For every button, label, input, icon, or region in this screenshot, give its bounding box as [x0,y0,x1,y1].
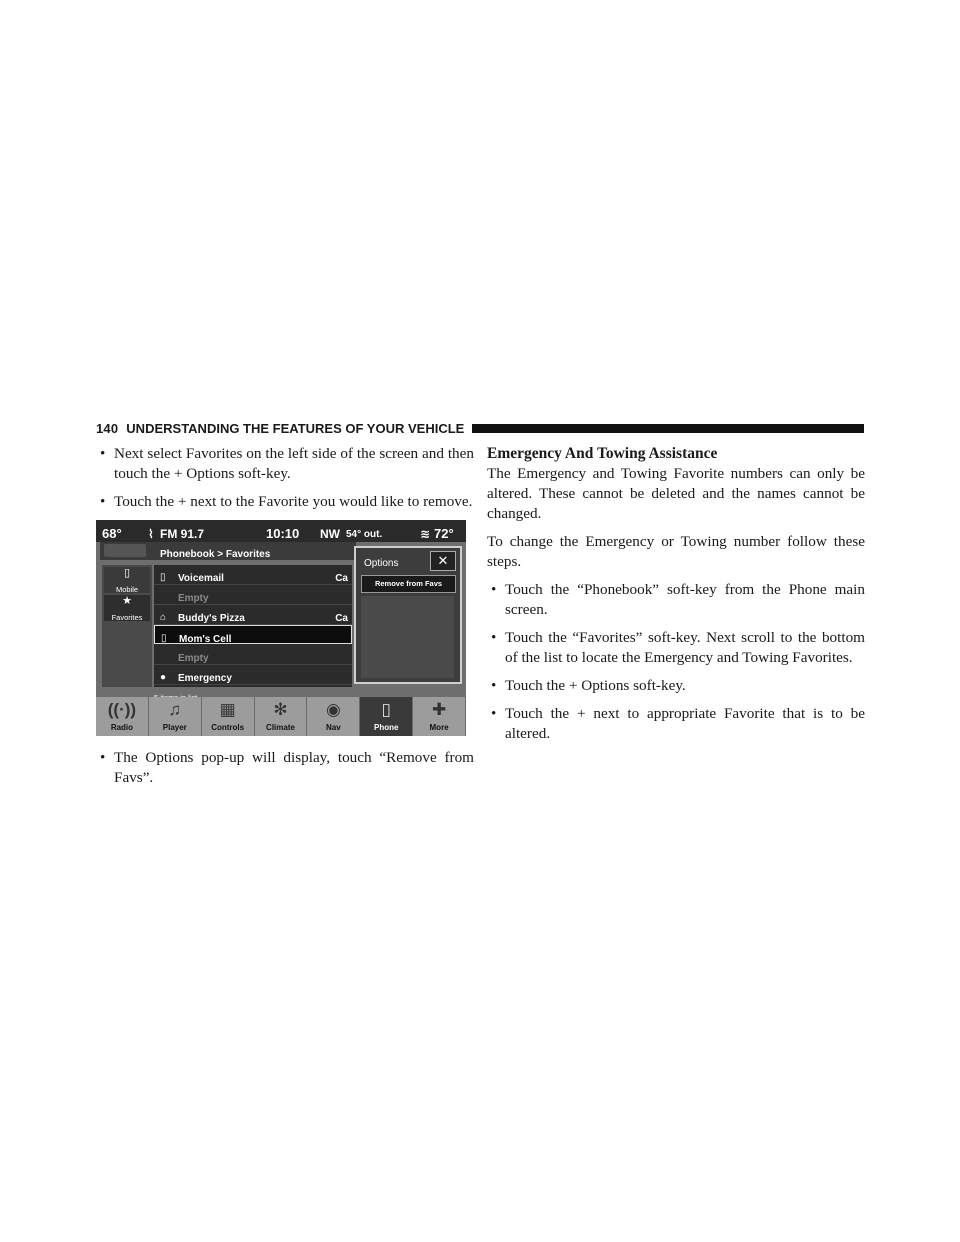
bullet-list-top [96,444,474,512]
breadcrumb-text: Phonebook > Favorites [160,549,271,560]
tab-mobile[interactable]: ▯ Mobile [104,567,150,593]
climate-icon: ✻ [273,700,288,719]
list-item-selected[interactable]: ▯ Mom's Cell [154,625,352,644]
temp-left: 68° [102,526,122,541]
popup-title: Options [364,558,399,569]
compass-heading: NW [320,527,340,541]
dock-controls-button[interactable]: ▦ Controls [202,697,255,736]
close-icon[interactable]: ✕ [430,551,456,571]
controls-icon: ▦ [219,700,236,719]
phone-icon: ▯ [381,700,391,719]
radio-icon: ⌇ [148,527,154,541]
list-item[interactable]: ▯ Voicemail Ca [154,565,352,585]
bullet-list-bottom [96,748,474,788]
dock-radio-button[interactable]: ((·)) Radio [96,697,149,736]
phone-screenshot [96,520,466,736]
mobile-phone-icon: ▯ [160,572,166,583]
list-item: • The Options pop-up will display, touch “Remove from Favs”. [100,749,474,786]
list-item[interactable]: ⌂ Buddy's Pizza Ca [154,605,352,625]
dock-climate-button[interactable]: ✻ Climate [255,697,308,736]
options-popup [354,546,462,684]
back-button[interactable] [104,544,146,557]
home-icon: ⌂ [160,612,167,623]
header-rule [472,424,864,433]
bullet-list-steps [487,580,865,744]
outside-temp: 54° out. [346,529,383,540]
list-item[interactable]: ● Emergency [154,665,352,685]
list-item: • Touch the + Options soft-key. [491,677,686,694]
side-tabs [102,565,152,687]
list-item: • Touch the + next to appropriate Favorite that is to be altered. [491,705,865,742]
plus-icon: ✚ [431,700,447,719]
player-icon: ♫ [168,700,182,719]
section-title: UNDERSTANDING THE FEATURES OF YOUR VEHICLE [126,420,465,436]
section-subheading: Emergency And Towing Assistance [487,445,718,462]
list-item: • Touch the “Phonebook” soft-key from the Phone main screen. [491,581,865,618]
list-item: • Touch the “Favorites” soft-key. Next scroll to the bottom of the list to locate the Emergency and Towing Favorites. [491,629,865,666]
star-icon: ★ [122,595,132,607]
dock-player-button[interactable]: ♫ Player [149,697,202,736]
seat-heat-icon: ≋ [420,527,431,541]
temp-right: 72° [434,526,454,541]
bottom-dock [96,697,466,736]
right-column [487,444,865,752]
radio-station: FM 91.7 [160,527,205,541]
favorites-list [154,565,352,687]
remove-from-favs-button[interactable]: Remove from Favs [361,575,456,593]
list-item[interactable]: Empty [154,585,352,605]
mobile-phone-icon: ▯ [123,567,131,579]
list-item[interactable]: Empty [154,645,352,665]
emergency-icon: ● [160,672,167,683]
paragraph: To change the Emergency or Towing number follow these steps. [487,533,865,570]
dock-more-button[interactable]: ✚ More [413,697,466,736]
left-column [96,444,474,796]
dock-nav-button[interactable]: ◉ Nav [307,697,360,736]
list-item: • Next select Favorites on the left side of the screen and then touch the + Options soft-key. [100,445,474,482]
clock: 10:10 [266,526,300,541]
paragraph: The Emergency and Towing Favorite numbers can only be altered. These cannot be deleted and the names cannot be changed. [487,465,865,522]
page-number: 140 [96,420,119,436]
running-header [96,418,864,438]
mobile-phone-icon: ▯ [161,633,167,644]
tab-favorites[interactable]: ★ Favorites [104,595,150,621]
popup-body [361,596,454,678]
status-bar [96,520,466,542]
list-item: • Touch the + next to the Favorite you would like to remove. [100,493,473,510]
dock-phone-button[interactable]: ▯ Phone [360,697,413,736]
radio-icon: ((·)) [107,700,137,719]
breadcrumb [100,542,356,560]
compass-icon: ◉ [325,700,341,719]
